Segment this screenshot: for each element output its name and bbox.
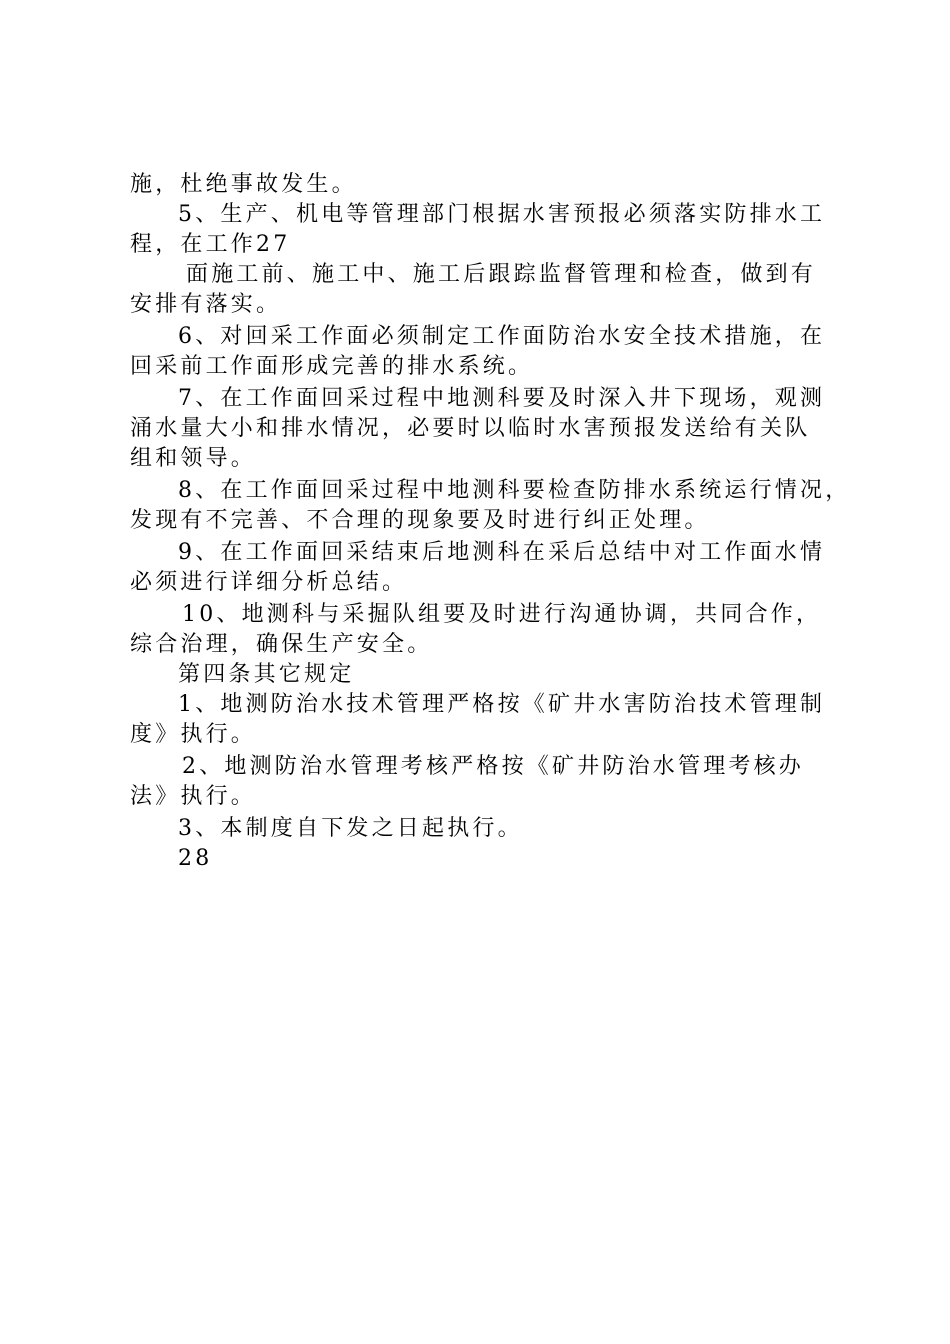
- paragraph-line: 组和领导。: [130, 446, 257, 471]
- paragraph-line: 10、地测科与采掘队组要及时进行沟通协调，共同合作，: [182, 602, 822, 627]
- paragraph-line: 3、本制度自下发之日起执行。: [178, 816, 523, 841]
- paragraph-line: 8、在工作面回采过程中地测科要检查防排水系统运行情况，: [178, 478, 851, 503]
- paragraph-line: 面施工前、施工中、施工后跟踪监督管理和检查，做到有: [186, 262, 817, 287]
- paragraph-line: 回采前工作面形成完善的排水系统。: [130, 354, 534, 379]
- paragraph-line: 安排有落实。: [130, 292, 282, 317]
- paragraph-line: 法》执行。: [130, 784, 257, 809]
- paragraph-line: 涌水量大小和排水情况，必要时以临时水害预报发送给有关队: [130, 416, 811, 441]
- paragraph-line: 1、地测防治水技术管理严格按《矿井水害防治技术管理制: [178, 692, 826, 717]
- document-body: [130, 170, 851, 874]
- section-heading: 第四条其它规定: [178, 662, 355, 687]
- paragraph-line: 5、生产、机电等管理部门根据水害预报必须落实防排水工: [178, 202, 826, 227]
- paragraph-line: 7、在工作面回采过程中地测科要及时深入井下现场，观测: [178, 386, 826, 411]
- paragraph-line: 6、对回采工作面必须制定工作面防治水安全技术措施，在: [178, 324, 826, 349]
- paragraph-line: 9、在工作面回采结束后地测科在采后总结中对工作面水情: [178, 540, 826, 565]
- paragraph-line: 程，在工作27: [130, 232, 291, 257]
- paragraph-line: 度》执行。: [130, 722, 257, 747]
- page-number: 28: [178, 846, 213, 871]
- paragraph-line: 发现有不完善、不合理的现象要及时进行纠正处理。: [130, 508, 710, 533]
- paragraph-line: 必须进行详细分析总结。: [130, 570, 408, 595]
- paragraph-line: 2、地测防治水管理考核严格按《矿井防治水管理考核办: [182, 754, 804, 779]
- paragraph-line: 综合治理，确保生产安全。: [130, 632, 433, 657]
- paragraph-line: 施，杜绝事故发生。: [130, 172, 357, 197]
